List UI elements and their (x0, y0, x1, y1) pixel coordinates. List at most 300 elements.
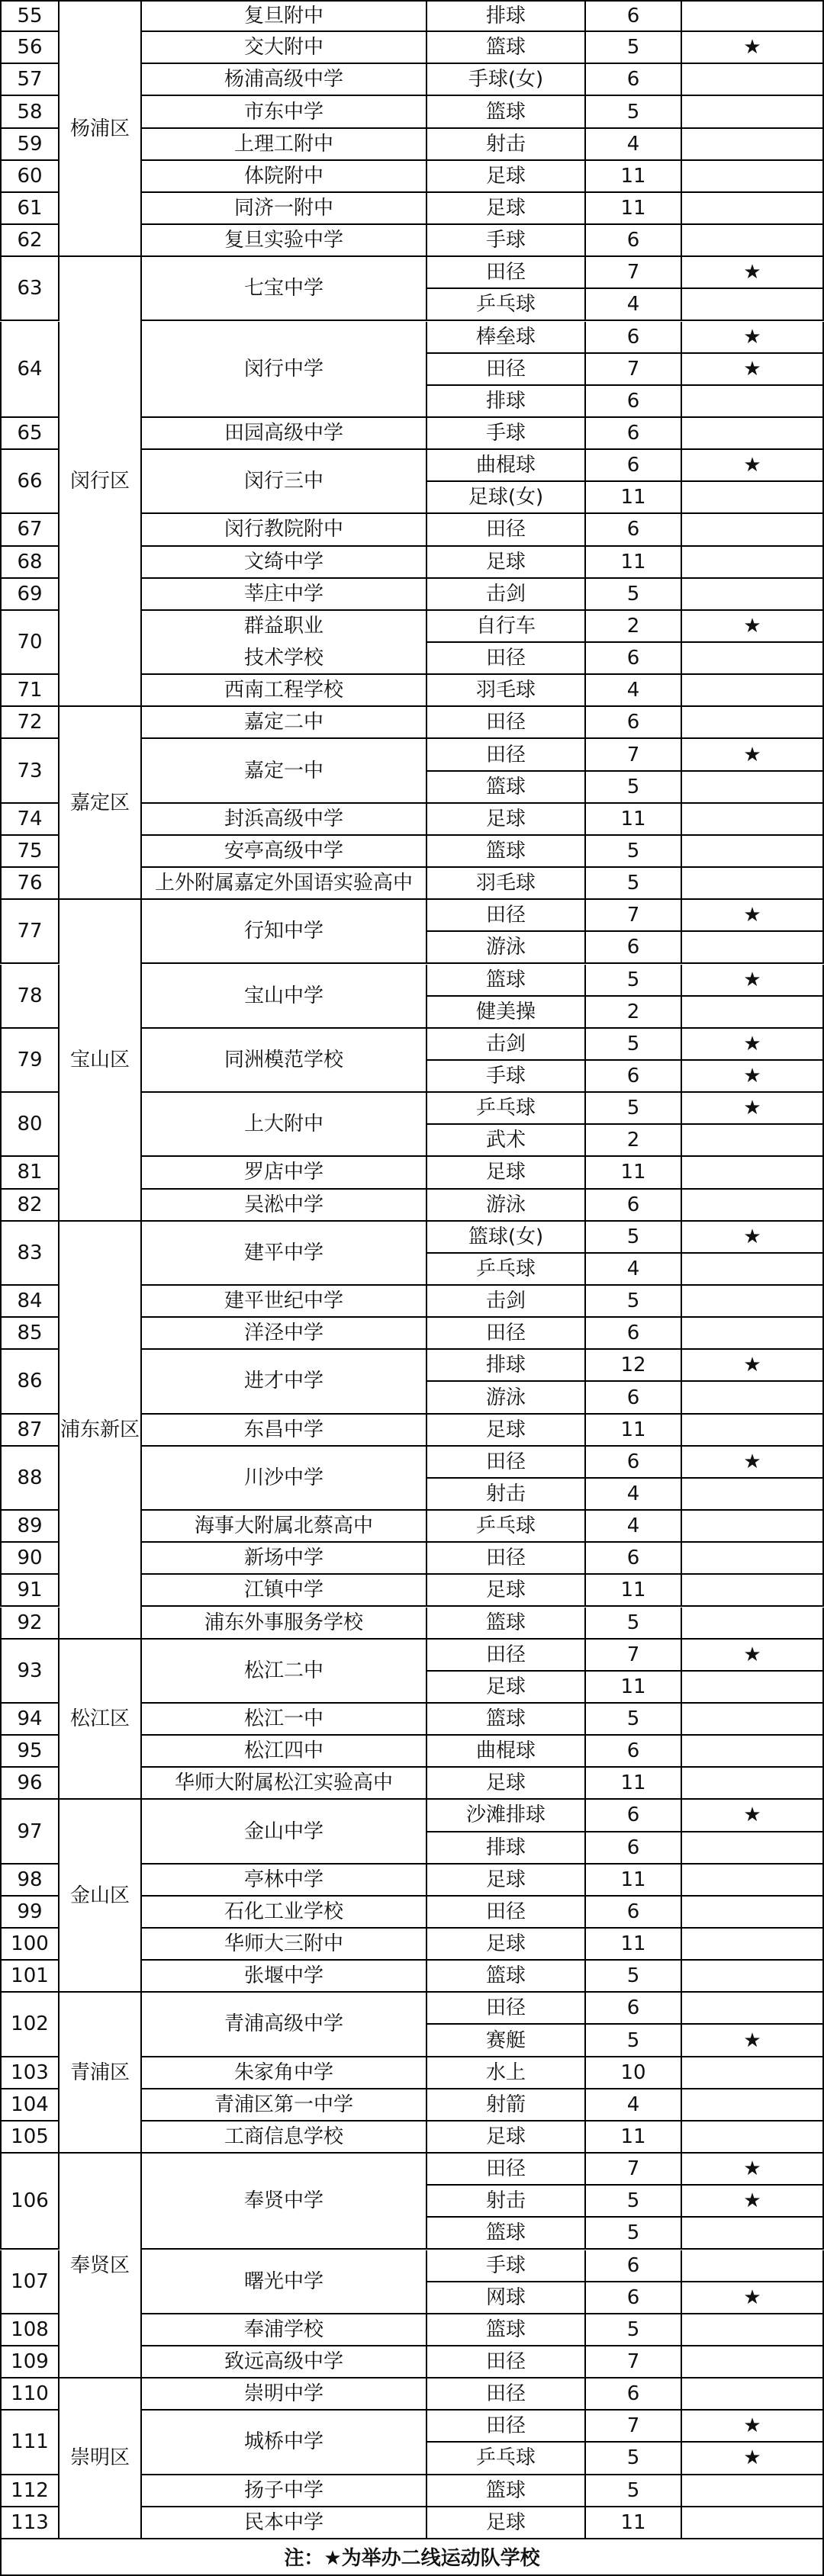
empty-cell (682, 161, 824, 193)
team-count-cell: 12 (586, 1350, 682, 1382)
empty-cell (682, 64, 824, 96)
school-cell: 上理工附中 (142, 129, 427, 161)
empty-cell (682, 1736, 824, 1768)
team-count-cell: 4 (586, 289, 682, 321)
school-cell: 罗店中学 (142, 1157, 427, 1189)
empty-cell (682, 1768, 824, 1800)
row-number-cell: 74 (0, 804, 60, 836)
empty-cell (682, 836, 824, 868)
sport-cell: 乒乓球 (427, 1511, 586, 1543)
school-cell: 吴淞中学 (142, 1190, 427, 1222)
team-count-cell: 6 (586, 2378, 682, 2411)
row-number-cell: 96 (0, 1768, 60, 1800)
sport-cell: 篮球 (427, 836, 586, 868)
sport-cell: 篮球 (427, 96, 586, 128)
empty-cell (682, 997, 824, 1029)
school-cell: 交大附中 (142, 32, 427, 64)
school-cell: 奉浦学校 (142, 2314, 427, 2346)
school-cell: 川沙中学 (142, 1447, 427, 1511)
empty-cell (682, 2378, 824, 2411)
row-number-cell: 108 (0, 2314, 60, 2346)
row-number-cell: 79 (0, 1029, 60, 1093)
team-count-cell: 6 (586, 1993, 682, 2025)
sport-cell: 篮球 (427, 965, 586, 997)
row-number-cell: 100 (0, 1929, 60, 1961)
team-count-cell: 6 (586, 707, 682, 739)
school-cell: 朱家角中学 (142, 2057, 427, 2089)
row-number-cell: 83 (0, 1222, 60, 1286)
school-cell: 新场中学 (142, 1543, 427, 1575)
team-count-cell: 6 (586, 225, 682, 257)
sport-cell: 田径 (427, 707, 586, 739)
team-count-cell: 6 (586, 64, 682, 96)
second-line-team-star-icon: ★ (682, 900, 824, 932)
empty-cell (682, 418, 824, 450)
district-cell: 嘉定区 (60, 707, 142, 900)
team-count-cell: 5 (586, 1222, 682, 1254)
sport-cell: 足球 (427, 1415, 586, 1447)
sport-cell: 健美操 (427, 997, 586, 1029)
school-cell: 上大附中 (142, 1093, 427, 1157)
row-number-cell: 88 (0, 1447, 60, 1511)
sport-cell: 排球 (427, 1832, 586, 1865)
sport-cell: 田径 (427, 1897, 586, 1929)
team-count-cell: 5 (586, 2218, 682, 2250)
team-count-cell: 6 (586, 0, 682, 32)
empty-cell (682, 772, 824, 804)
sport-cell: 手球 (427, 2250, 586, 2282)
sport-cell: 击剑 (427, 1286, 586, 1318)
school-cell: 安亭高级中学 (142, 836, 427, 868)
school-cell: 金山中学 (142, 1800, 427, 1864)
team-count-cell: 11 (586, 1415, 682, 1447)
sport-cell: 乒乓球 (427, 2443, 586, 2475)
empty-cell (682, 1672, 824, 1704)
empty-cell (682, 386, 824, 418)
sport-cell: 田径 (427, 514, 586, 546)
sport-cell: 排球 (427, 0, 586, 32)
sport-cell: 篮球 (427, 772, 586, 804)
empty-cell (682, 2250, 824, 2282)
sport-cell: 射箭 (427, 2089, 586, 2122)
school-cell: 海事大附属北蔡高中 (142, 1511, 427, 1543)
team-count-cell: 6 (586, 1190, 682, 1222)
second-line-team-star-icon: ★ (682, 2186, 824, 2218)
team-count-cell: 4 (586, 1479, 682, 1511)
sport-cell: 排球 (427, 1350, 586, 1382)
empty-cell (682, 932, 824, 964)
team-count-cell: 6 (586, 1736, 682, 1768)
empty-cell (682, 514, 824, 546)
row-number-cell: 69 (0, 579, 60, 611)
team-count-cell: 5 (586, 1608, 682, 1640)
team-count-cell: 11 (586, 804, 682, 836)
team-count-cell: 5 (586, 2025, 682, 2057)
row-number-cell: 93 (0, 1640, 60, 1704)
row-number-cell: 57 (0, 64, 60, 96)
school-cell: 上外附属嘉定外国语实验高中 (142, 868, 427, 900)
school-cell: 浦东外事服务学校 (142, 1608, 427, 1640)
sport-cell: 篮球 (427, 32, 586, 64)
school-cell: 闵行三中 (142, 450, 427, 514)
empty-cell (682, 1704, 824, 1736)
team-count-cell: 5 (586, 32, 682, 64)
row-number-cell: 94 (0, 1704, 60, 1736)
row-number-cell: 110 (0, 2378, 60, 2411)
team-count-cell: 6 (586, 2250, 682, 2282)
row-number-cell: 104 (0, 2089, 60, 2122)
empty-cell (682, 1479, 824, 1511)
sport-cell: 足球 (427, 2507, 586, 2539)
district-cell: 浦东新区 (60, 1222, 142, 1640)
school-cell (142, 611, 427, 675)
empty-cell (682, 2314, 824, 2346)
sport-cell: 手球 (427, 1061, 586, 1093)
school-cell: 同洲模范学校 (142, 1029, 427, 1093)
sport-cell: 羽毛球 (427, 868, 586, 900)
row-number-cell: 101 (0, 1961, 60, 1993)
second-line-team-star-icon: ★ (682, 450, 824, 482)
school-cell: 石化工业学校 (142, 1897, 427, 1929)
sport-cell: 篮球(女) (427, 1222, 586, 1254)
sport-cell: 羽毛球 (427, 675, 586, 707)
school-cell: 崇明中学 (142, 2378, 427, 2411)
sport-cell: 足球 (427, 2122, 586, 2154)
second-line-team-star-icon: ★ (682, 1350, 824, 1382)
sport-cell: 乒乓球 (427, 1093, 586, 1125)
school-cell: 松江一中 (142, 1704, 427, 1736)
sport-cell: 田径 (427, 1543, 586, 1575)
second-line-team-star-icon: ★ (682, 611, 824, 643)
second-line-team-star-icon: ★ (682, 2443, 824, 2475)
row-number-cell: 68 (0, 547, 60, 579)
team-count-cell: 7 (586, 2411, 682, 2443)
row-number-cell: 61 (0, 193, 60, 225)
row-number-cell: 80 (0, 1093, 60, 1157)
second-line-team-star-icon: ★ (682, 2025, 824, 2057)
empty-cell (682, 2089, 824, 2122)
empty-cell (682, 1157, 824, 1189)
row-number-cell: 73 (0, 739, 60, 803)
team-count-cell: 4 (586, 1254, 682, 1286)
row-number-cell: 78 (0, 965, 60, 1029)
sport-cell: 篮球 (427, 2475, 586, 2507)
school-cell: 建平世纪中学 (142, 1286, 427, 1318)
team-count-cell: 11 (586, 1575, 682, 1607)
empty-cell (682, 547, 824, 579)
sport-cell: 足球 (427, 547, 586, 579)
sport-cell: 足球 (427, 1672, 586, 1704)
empty-cell (682, 1832, 824, 1865)
team-count-cell: 2 (586, 1125, 682, 1157)
empty-cell (682, 1125, 824, 1157)
district-cell: 闵行区 (60, 257, 142, 707)
team-count-cell: 6 (586, 418, 682, 450)
team-count-cell: 6 (586, 1897, 682, 1929)
empty-cell (682, 804, 824, 836)
school-cell: 东昌中学 (142, 1415, 427, 1447)
second-line-team-star-icon: ★ (682, 257, 824, 289)
sport-cell: 足球 (427, 1865, 586, 1897)
school-cell: 体院附中 (142, 161, 427, 193)
row-number-cell: 102 (0, 1993, 60, 2057)
team-count-cell: 11 (586, 1672, 682, 1704)
row-number-cell: 107 (0, 2250, 60, 2314)
team-count-cell: 7 (586, 2346, 682, 2378)
team-count-cell: 5 (586, 868, 682, 900)
row-number-cell: 81 (0, 1157, 60, 1189)
row-number-cell: 87 (0, 1415, 60, 1447)
sport-cell: 田径 (427, 1318, 586, 1350)
team-count-cell: 6 (586, 643, 682, 675)
second-line-team-star-icon: ★ (682, 965, 824, 997)
empty-cell (682, 1543, 824, 1575)
school-cell: 奉贤中学 (142, 2154, 427, 2250)
sport-cell: 乒乓球 (427, 1254, 586, 1286)
team-count-cell: 6 (586, 1061, 682, 1093)
sport-cell: 篮球 (427, 1704, 586, 1736)
school-cell: 张堰中学 (142, 1961, 427, 1993)
sport-cell: 足球 (427, 1575, 586, 1607)
row-number-cell: 84 (0, 1286, 60, 1318)
school-cell: 进才中学 (142, 1350, 427, 1414)
school-cell: 同济一附中 (142, 193, 427, 225)
second-line-team-star-icon: ★ (682, 32, 824, 64)
team-count-cell: 11 (586, 2507, 682, 2539)
sport-cell: 赛艇 (427, 2025, 586, 2057)
team-count-cell: 6 (586, 386, 682, 418)
team-count-cell: 5 (586, 836, 682, 868)
sport-cell: 排球 (427, 386, 586, 418)
team-count-cell: 6 (586, 1447, 682, 1479)
district-cell: 青浦区 (60, 1993, 142, 2154)
school-cell: 松江四中 (142, 1736, 427, 1768)
row-number-cell: 113 (0, 2507, 60, 2539)
team-count-cell: 6 (586, 1382, 682, 1414)
team-count-cell: 2 (586, 997, 682, 1029)
school-cell: 七宝中学 (142, 257, 427, 321)
sport-cell: 田径 (427, 1640, 586, 1672)
sport-cell: 田径 (427, 257, 586, 289)
sport-cell: 武术 (427, 1125, 586, 1157)
team-count-cell: 6 (586, 450, 682, 482)
row-number-cell: 91 (0, 1575, 60, 1607)
school-name-line: 技术学校 (243, 646, 323, 670)
sport-cell: 田径 (427, 739, 586, 771)
team-count-cell: 11 (586, 1865, 682, 1897)
school-cell: 嘉定二中 (142, 707, 427, 739)
sport-cell: 手球 (427, 418, 586, 450)
team-count-cell: 6 (586, 514, 682, 546)
row-number-cell: 112 (0, 2475, 60, 2507)
second-line-team-star-icon: ★ (682, 739, 824, 771)
district-cell: 奉贤区 (60, 2154, 142, 2378)
row-number-cell: 56 (0, 32, 60, 64)
school-cell: 青浦区第一中学 (142, 2089, 427, 2122)
district-cell: 金山区 (60, 1800, 142, 1993)
sport-cell: 田径 (427, 2154, 586, 2186)
team-count-cell: 6 (586, 322, 682, 354)
second-line-team-star-icon: ★ (682, 1640, 824, 1672)
empty-cell (682, 0, 824, 32)
empty-cell (682, 1318, 824, 1350)
row-number-cell: 105 (0, 2122, 60, 2154)
second-line-team-star-icon: ★ (682, 1222, 824, 1254)
sport-cell: 篮球 (427, 2314, 586, 2346)
sport-cell: 手球(女) (427, 64, 586, 96)
empty-cell (682, 1961, 824, 1993)
row-number-cell: 90 (0, 1543, 60, 1575)
sport-cell: 足球 (427, 1768, 586, 1800)
sport-cell: 田径 (427, 900, 586, 932)
team-count-cell: 11 (586, 1768, 682, 1800)
empty-cell (682, 675, 824, 707)
sport-cell: 篮球 (427, 1608, 586, 1640)
empty-cell (682, 1608, 824, 1640)
empty-cell (682, 1993, 824, 2025)
row-number-cell: 65 (0, 418, 60, 450)
row-number-cell: 109 (0, 2346, 60, 2378)
row-number-cell: 64 (0, 322, 60, 418)
sport-cell: 射击 (427, 1479, 586, 1511)
school-cell: 宝山中学 (142, 965, 427, 1029)
empty-cell (682, 1415, 824, 1447)
second-line-team-star-icon: ★ (682, 1800, 824, 1832)
second-line-team-star-icon: ★ (682, 1447, 824, 1479)
row-number-cell: 82 (0, 1190, 60, 1222)
table-footnote: 注：★为举办二线运动队学校 (0, 2539, 824, 2576)
team-count-cell: 11 (586, 482, 682, 514)
second-line-team-star-icon: ★ (682, 354, 824, 386)
team-count-cell: 2 (586, 611, 682, 643)
team-count-cell: 5 (586, 579, 682, 611)
team-count-cell: 6 (586, 932, 682, 964)
team-count-cell: 4 (586, 2089, 682, 2122)
row-number-cell: 76 (0, 868, 60, 900)
team-count-cell: 5 (586, 2475, 682, 2507)
empty-cell (682, 289, 824, 321)
row-number-cell: 71 (0, 675, 60, 707)
sport-cell: 篮球 (427, 2218, 586, 2250)
sport-cell: 田径 (427, 1993, 586, 2025)
row-number-cell: 70 (0, 611, 60, 675)
empty-cell (682, 1190, 824, 1222)
team-count-cell: 7 (586, 900, 682, 932)
sport-cell: 棒垒球 (427, 322, 586, 354)
school-cell: 民本中学 (142, 2507, 427, 2539)
school-cell: 市东中学 (142, 96, 427, 128)
sport-cell: 足球 (427, 193, 586, 225)
empty-cell (682, 707, 824, 739)
team-count-cell: 5 (586, 2186, 682, 2218)
empty-cell (682, 868, 824, 900)
sport-cell: 沙滩排球 (427, 1800, 586, 1832)
school-cell: 华师大附属松江实验高中 (142, 1768, 427, 1800)
row-number-cell: 92 (0, 1608, 60, 1640)
sport-cell: 足球 (427, 161, 586, 193)
school-cell: 松江二中 (142, 1640, 427, 1704)
row-number-cell: 99 (0, 1897, 60, 1929)
empty-cell (682, 579, 824, 611)
team-count-cell: 5 (586, 965, 682, 997)
team-count-cell: 11 (586, 161, 682, 193)
team-count-cell: 6 (586, 2282, 682, 2314)
school-cell: 洋泾中学 (142, 1318, 427, 1350)
empty-cell (682, 482, 824, 514)
row-number-cell: 97 (0, 1800, 60, 1864)
team-count-cell: 6 (586, 1800, 682, 1832)
row-number-cell: 72 (0, 707, 60, 739)
school-cell: 杨浦高级中学 (142, 64, 427, 96)
sport-cell: 游泳 (427, 1190, 586, 1222)
school-cell: 复旦实验中学 (142, 225, 427, 257)
sport-cell: 田径 (427, 2346, 586, 2378)
sport-cell: 网球 (427, 2282, 586, 2314)
row-number-cell: 60 (0, 161, 60, 193)
sport-cell: 击剑 (427, 579, 586, 611)
team-count-cell: 7 (586, 739, 682, 771)
team-count-cell: 5 (586, 1029, 682, 1061)
school-cell: 嘉定一中 (142, 739, 427, 803)
row-number-cell: 62 (0, 225, 60, 257)
empty-cell (682, 2475, 824, 2507)
empty-cell (682, 1286, 824, 1318)
school-cell: 行知中学 (142, 900, 427, 964)
empty-cell (682, 1897, 824, 1929)
empty-cell (682, 96, 824, 128)
team-count-cell: 5 (586, 1093, 682, 1125)
team-count-cell: 4 (586, 675, 682, 707)
sport-cell: 水上 (427, 2057, 586, 2089)
team-count-cell: 5 (586, 2443, 682, 2475)
school-cell: 曙光中学 (142, 2250, 427, 2314)
team-count-cell: 11 (586, 1157, 682, 1189)
school-cell: 城桥中学 (142, 2411, 427, 2475)
district-cell: 杨浦区 (60, 0, 142, 257)
team-count-cell: 6 (586, 1543, 682, 1575)
team-count-cell: 5 (586, 96, 682, 128)
school-cell: 闵行中学 (142, 322, 427, 418)
district-cell: 松江区 (60, 1640, 142, 1800)
row-number-cell: 86 (0, 1350, 60, 1414)
sport-cell: 足球 (427, 1929, 586, 1961)
school-cell: 田园高级中学 (142, 418, 427, 450)
team-count-cell: 5 (586, 1286, 682, 1318)
sport-cell: 篮球 (427, 1961, 586, 1993)
team-count-cell: 5 (586, 772, 682, 804)
row-number-cell: 63 (0, 257, 60, 321)
school-cell: 江镇中学 (142, 1575, 427, 1607)
sport-cell: 田径 (427, 2378, 586, 2411)
second-line-team-star-icon: ★ (682, 2282, 824, 2314)
team-count-cell: 6 (586, 1832, 682, 1865)
row-number-cell: 75 (0, 836, 60, 868)
sport-cell: 足球 (427, 804, 586, 836)
sport-cell: 自行车 (427, 611, 586, 643)
sport-cell: 游泳 (427, 1382, 586, 1414)
row-number-cell: 89 (0, 1511, 60, 1543)
empty-cell (682, 1511, 824, 1543)
second-line-team-star-icon: ★ (682, 1093, 824, 1125)
row-number-cell: 67 (0, 514, 60, 546)
empty-cell (682, 1865, 824, 1897)
team-count-cell: 7 (586, 2154, 682, 2186)
school-cell: 扬子中学 (142, 2475, 427, 2507)
team-count-cell: 7 (586, 257, 682, 289)
sport-cell: 田径 (427, 643, 586, 675)
row-number-cell: 55 (0, 0, 60, 32)
empty-cell (682, 1382, 824, 1414)
